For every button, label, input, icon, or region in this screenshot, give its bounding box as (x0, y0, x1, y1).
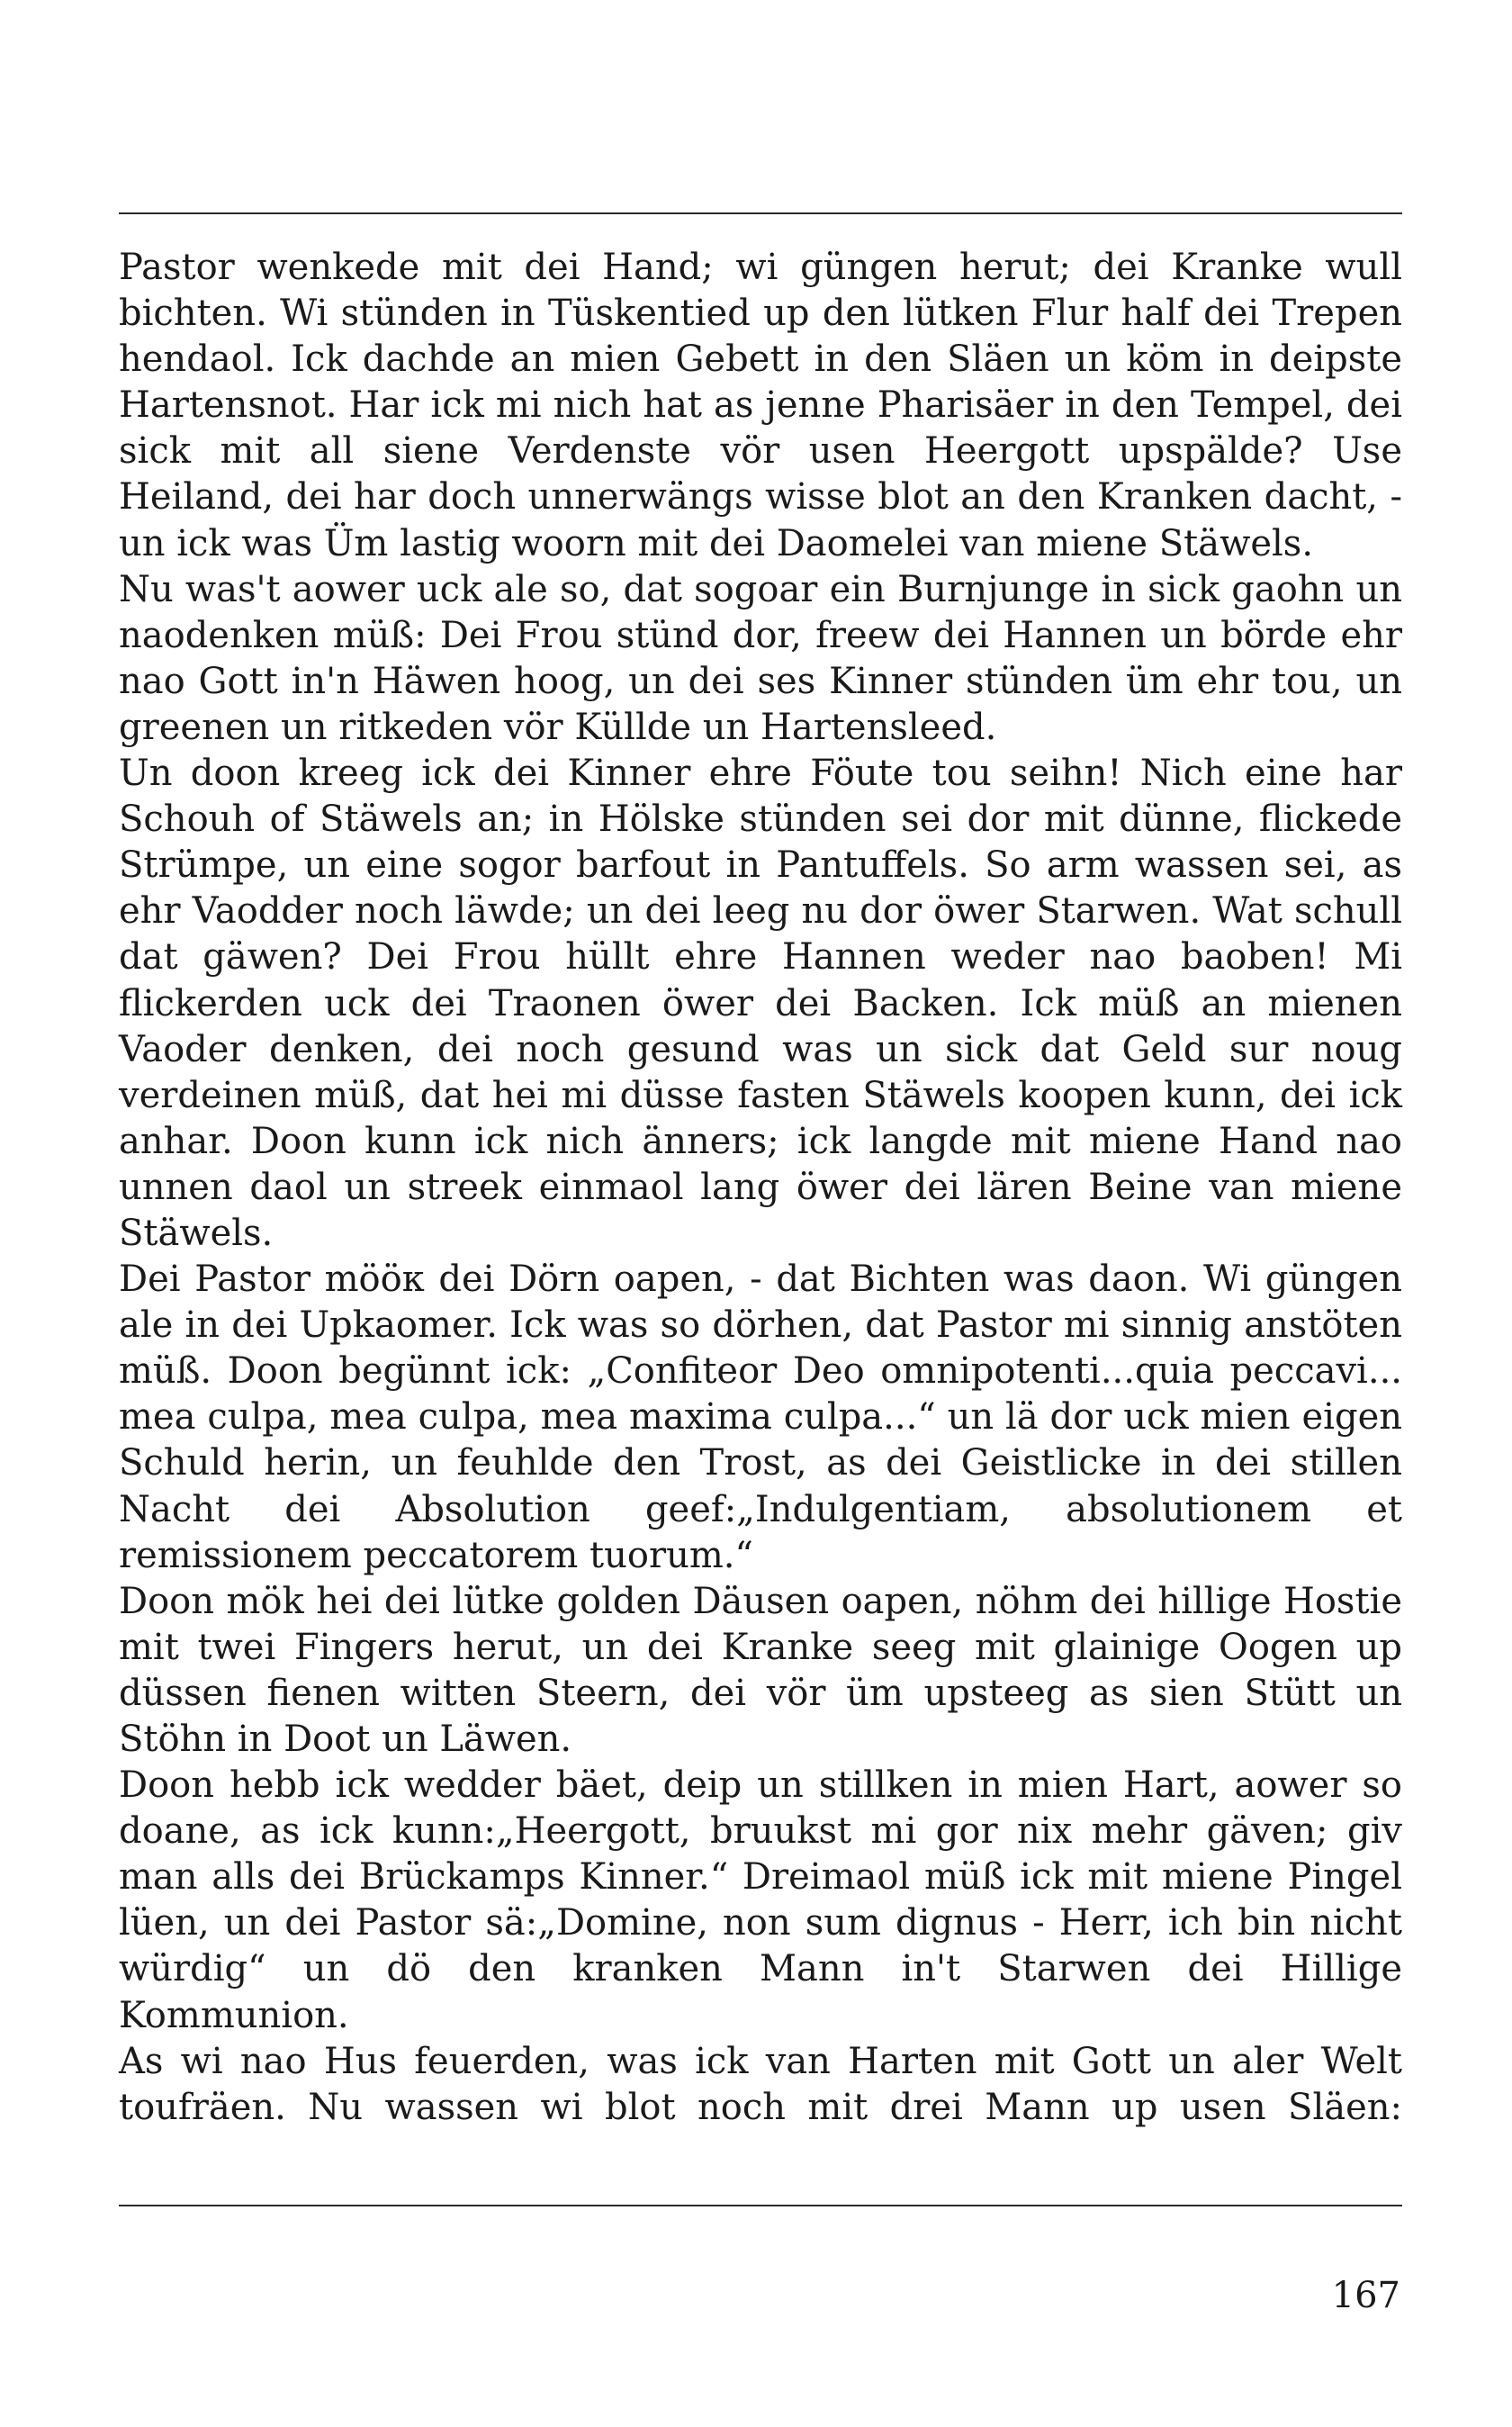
page-number: 167 (1331, 2275, 1400, 2316)
top-rule (119, 212, 1402, 214)
paragraph-5: Doon mök hei dei lütke golden Däusen oapen, nöhm dei hillige Hostie mit twei Fingers herut, un dei Kranke seeg mit glainige Oogen up düssen fienen witten Steern, dei vör üm upsteeg as sien Stütt un Stöhn in Doot un Läwen. (119, 1580, 1402, 1760)
body-text (119, 245, 1402, 2131)
paragraph-7: As wi nao Hus feuerden, was ick van Harten mit Gott un aler Welt toufräen. Nu wassen wi blot noch mit drei Mann up usen Släen: (119, 2040, 1402, 2128)
bottom-rule (119, 2205, 1402, 2206)
paragraph-1: Pastor wenkede mit dei Hand; wi güngen herut; dei Kranke wull bichten. Wi stünden in Tüskentied up den lütken Flur half dei Trepen hendaol. Ick dachde an mien Gebett in den Släen un köm in deipste Hartensnot. Har ick mi nich hat as jenne Pharisäer in den Tempel, dei sick mit all siene Verdenste vör usen Heergott upspälde? Use Heiland, dei har doch unnerwängs wisse blot an den Kranken dacht, - un ick was Üm lastig woorn mit dei Daomelei van miene Stäwels. (119, 247, 1402, 564)
paragraph-4: Dei Pastor mööк dei Dörn oapen, - dat Bichten was daon. Wi güngen ale in dei Upkaomer. Ick was so dörhen, dat Pastor mi sinnig anstöten müß. Doon begünnt ick: „Confiteor Deo omnipotenti...quia peccavi... mea culpa, mea culpa, mea maxima culpa...“ un lä dor uck mien eigen Schuld herin, un feuhlde den Trost, as dei Geistlicke in dei stillen Nacht dei Absolution geef:„Indulgentiam, absolutionem et remissionem peccatorem tuorum.“ (119, 1259, 1402, 1576)
paragraph-2: Nu was't aower uck ale so, dat sogoar ein Burnjunge in sick gaohn un naodenken müß: Dei Frou stünd dor, freew dei Hannen un börde ehr nao Gott in'n Häwen hoog, un dei ses Kinner stünden üm ehr tou, un greenen un ritkeden vör Küllde un Hartensleed. (119, 568, 1402, 748)
paragraph-6: Doon hebb ick wedder bäet, deip un stillken in mien Hart, aower so doane, as ick kunn:„Heergott, bruukst mi gor nix mehr gäven; giv man alls dei Brückamps Kinner.“ Dreimaol müß ick mit miene Pingel lüen, un dei Pastor sä:„Domine, non sum dignus - Herr, ich bin nicht würdig“ un dö den kranken Mann in't Starwen dei Hillige Kommunion. (119, 1764, 1402, 2036)
paragraph-3: Un doon kreeg ick dei Kinner ehre Föute tou seihn! Nich eine har Schouh of Stäwels an; in Hölske stünden sei dor mit dünne, flickede Strümpe, un eine sogor barfout in Pantuffels. So arm wassen sei, as ehr Vaodder noch läwde; un dei leeg nu dor öwer Starwen. Wat schull dat gäwen? Dei Frou hüllt ehre Hannen weder nao baoben! Mi flickerden uck dei Traonen öwer dei Backen. Ick müß an mienen Vaoder denken, dei noch gesund was un sick dat Geld sur noug verdeinen müß, dat hei mi düsse fasten Stäwels koopen kunn, dei ick anhar. Doon kunn ick nich änners; ick langde mit miene Hand nao unnen daol un streek einmaol lang öwer dei lären Beine van miene Stäwels. (119, 753, 1402, 1254)
